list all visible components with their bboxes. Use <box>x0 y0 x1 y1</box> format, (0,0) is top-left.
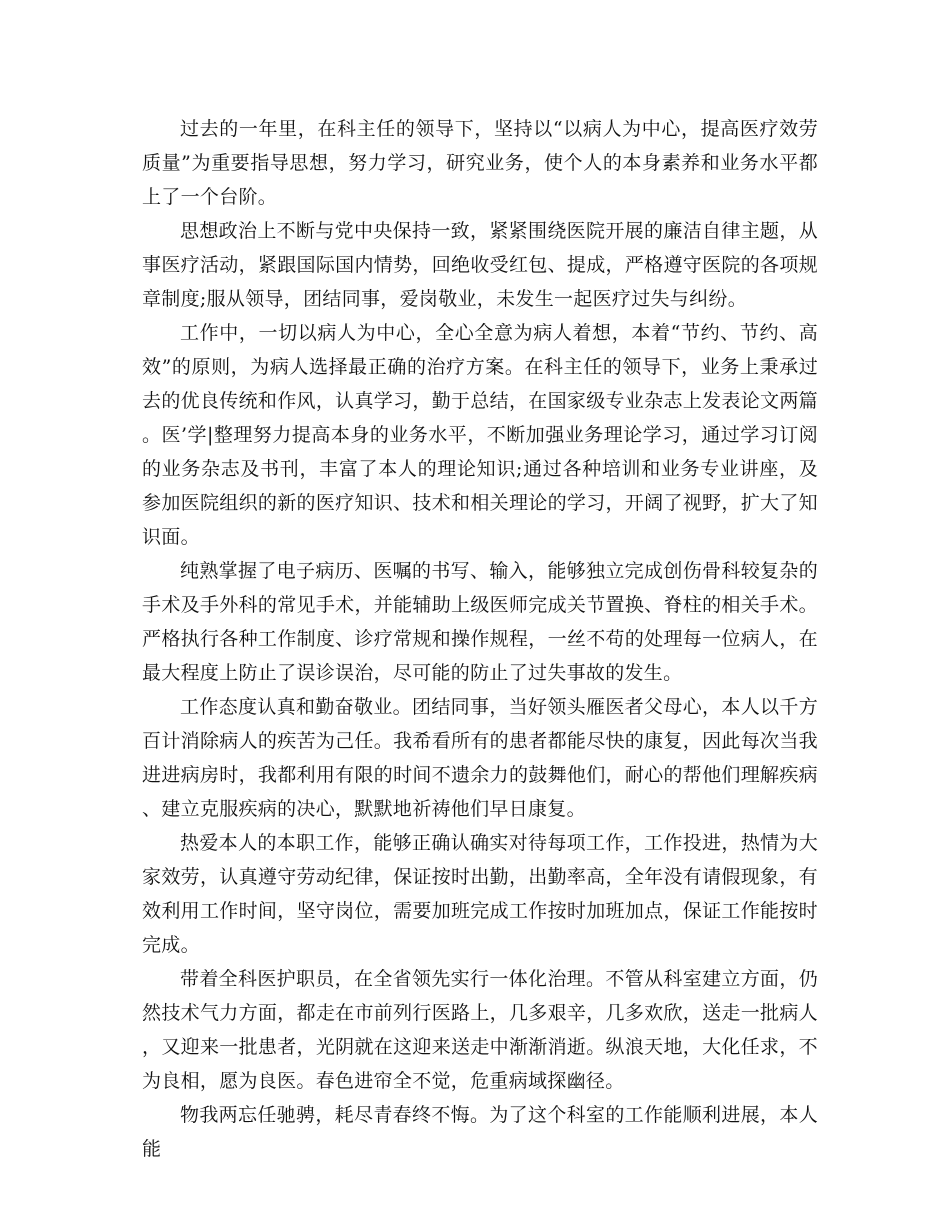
paragraph-1: 过去的一年里，在科主任的领导下，坚持以“以病人为中心，提高医疗效劳质量”为重要指导思想，努力学习，研究业务，使个人的本身素养和业务水平都上了一个台阶。 <box>142 118 818 208</box>
document-body <box>142 112 818 1166</box>
paragraph-6: 热爱本人的本职工作，能够正确认确实对待每项工作，工作投进，热情为大家效劳，认真遵守劳动纪律，保证按时出勤，出勤率高，全年没有请假现象，有效利用工作时间，坚守岗位，需要加班完成工作按时加班加点，保证工作能按时完成。 <box>142 832 818 956</box>
paragraph-5: 工作态度认真和勤奋敬业。团结同事，当好领头雁医者父母心，本人以千方百计消除病人的疾苦为己任。我希看所有的患者都能尽快的康复，因此每次当我进进病房时，我都利用有限的时间不遗余力的鼓舞他们，耐心的帮他们理解疾病、建立克服疾病的决心，默默地祈祷他们早日康复。 <box>142 696 818 820</box>
paragraph-7: 带着全科医护职员，在全省领先实行一体化治理。不管从科室建立方面，仍然技术气力方面，都走在市前列行医路上，几多艰辛，几多欢欣，送走一批病人，又迎来一批患者，光阴就在这迎来送走中渐渐消逝。纵浪天地，大化任求，不为良相，愿为良医。春色进帘全不觉，危重病域探幽径。 <box>142 968 818 1092</box>
paragraph-2: 思想政治上不断与党中央保持一致，紧紧围绕医院开展的廉洁自律主题，从事医疗活动，紧跟国际国内情势，回绝收受红包、提成，严格遵守医院的各项规章制度;服从领导，团结同事，爱岗敬业，未发生一起医疗过失与纠纷。 <box>142 220 818 310</box>
paragraph-4: 纯熟掌握了电子病历、医嘱的书写、输入，能够独立完成创伤骨科较复杂的手术及手外科的常见手术，并能辅助上级医师完成关节置换、脊柱的相关手术。严格执行各种工作制度、诊疗常规和操作规程，一丝不苟的处理每一位病人，在最大程度上防止了误诊误治，尽可能的防止了过失事故的发生。 <box>142 560 818 684</box>
paragraph-8: 物我两忘任驰骋，耗尽青春终不悔。为了这个科室的工作能顺利进展，本人能 <box>142 1104 818 1160</box>
paragraph-3: 工作中，一切以病人为中心，全心全意为病人着想，本着“节约、节约、高效”的原则，为病人选择最正确的治疗方案。在科主任的领导下，业务上秉承过去的优良传统和作风，认真学习，勤于总结，在国家级专业杂志上发表论文两篇。医’学|整理努力提高本身的业务水平，不断加强业务理论学习，通过学习订阅的业务杂志及书刊，丰富了本人的理论知识;通过各种培训和业务专业讲座，及参加医院组织的新的医疗知识、技术和相关理论的学习，开阔了视野，扩大了知识面。 <box>142 322 818 548</box>
